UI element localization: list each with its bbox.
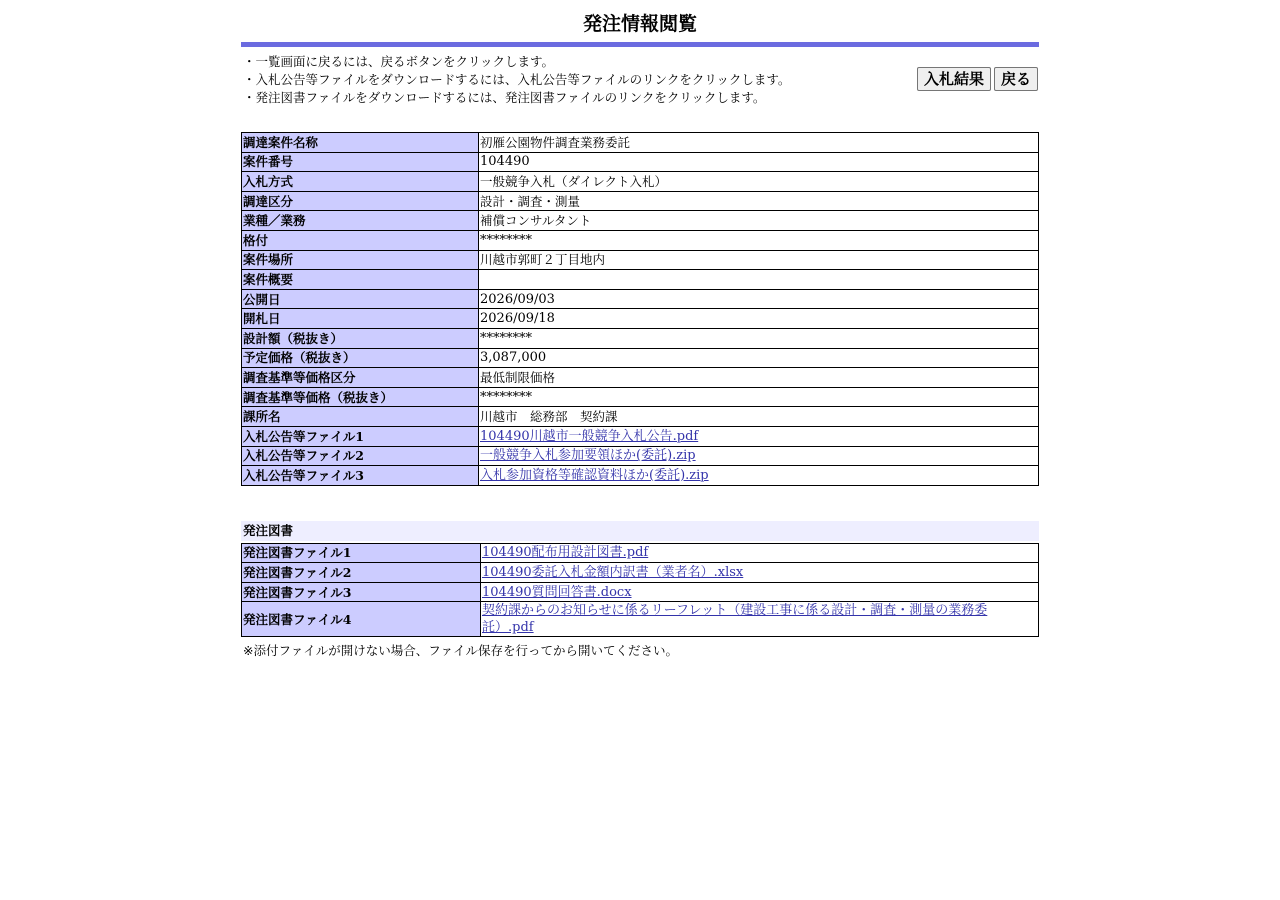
row-label: 入札公告等ファイル2: [242, 446, 479, 466]
instruction-item: ・入札公告等ファイルをダウンロードするには、入札公告等ファイルのリンクをクリックします。: [243, 72, 791, 87]
row-label: 課所名: [242, 407, 479, 427]
row-label: 入札公告等ファイル1: [242, 426, 479, 446]
file-link[interactable]: 一般競争入札参加要領ほか(委託).zip: [480, 448, 696, 464]
row-label: 案件場所: [242, 250, 479, 270]
table-row: [242, 191, 1039, 211]
table-row: [242, 563, 1039, 583]
row-value: [479, 270, 1039, 290]
drawings-section-heading: 発注図書: [241, 521, 1039, 541]
table-row: [242, 466, 1039, 486]
table-row: [242, 387, 1039, 407]
table-row: [242, 152, 1039, 172]
row-label: 発注図書ファイル3: [242, 582, 481, 602]
instructions-area: [241, 53, 1039, 115]
row-label: 発注図書ファイル2: [242, 563, 481, 583]
attachment-note: ※添付ファイルが開けない場合、ファイル保存を行ってから開いてください。: [243, 643, 678, 659]
drawings-table: [241, 543, 1039, 638]
table-row: [242, 446, 1039, 466]
row-value: 3,087,000: [479, 348, 1039, 368]
table-row: [242, 426, 1039, 446]
row-value: ********: [479, 230, 1039, 250]
file-link[interactable]: 入札参加資格等確認資料ほか(委託).zip: [480, 467, 709, 483]
row-value: ********: [479, 328, 1039, 348]
row-value: 初雁公園物件調査業務委託: [479, 133, 1039, 153]
row-label: 発注図書ファイル1: [242, 543, 481, 563]
row-value: 2026/09/03: [479, 289, 1039, 309]
row-value: 104490: [479, 152, 1039, 172]
row-label: 公開日: [242, 289, 479, 309]
table-row: [242, 309, 1039, 329]
row-label: 開札日: [242, 309, 479, 329]
drawing-file-link[interactable]: 契約課からのお知らせに係るリーフレット（建設工事に係る設計・調査・測量の業務委託）.pdf: [482, 603, 988, 636]
page-title: 発注情報閲覧: [582, 13, 697, 35]
table-row: [242, 270, 1039, 290]
file-link[interactable]: 104490川越市一般競争入札公告.pdf: [480, 428, 699, 444]
page: [241, 0, 1039, 659]
row-value: 川越市 総務部 契約課: [479, 407, 1039, 427]
row-label: 業種／業務: [242, 211, 479, 231]
drawing-file-link[interactable]: 104490委託入札金額内訳書（業者名）.xlsx: [482, 565, 744, 581]
row-label: 発注図書ファイル4: [242, 602, 481, 637]
table-row: [242, 289, 1039, 309]
row-label: 調査基準等価格区分: [242, 368, 479, 388]
drawing-file-link[interactable]: 104490配布用設計図書.pdf: [482, 545, 649, 561]
row-label: 調達案件名称: [242, 133, 479, 153]
row-value: [481, 602, 1039, 637]
row-value: [479, 466, 1039, 486]
table-row: [242, 230, 1039, 250]
row-value: [481, 543, 1039, 563]
row-value: [481, 563, 1039, 583]
table-row: [242, 582, 1039, 602]
row-value: [479, 426, 1039, 446]
row-value: 2026/09/18: [479, 309, 1039, 329]
row-value: 川越市郭町２丁目地内: [479, 250, 1039, 270]
table-row: [242, 602, 1039, 637]
instruction-item: ・発注図書ファイルをダウンロードするには、発注図書ファイルのリンクをクリックします。: [243, 90, 766, 105]
button-group: [917, 67, 1038, 91]
row-value: 設計・調査・測量: [479, 191, 1039, 211]
row-label: 入札方式: [242, 172, 479, 192]
row-value: 補償コンサルタント: [479, 211, 1039, 231]
back-button[interactable]: 戻る: [994, 67, 1038, 91]
table-row: [242, 543, 1039, 563]
row-value: ********: [479, 387, 1039, 407]
instruction-item: ・一覧画面に戻るには、戻るボタンをクリックします。: [243, 54, 555, 69]
table-row: [242, 250, 1039, 270]
title-divider: [241, 42, 1039, 47]
row-label: 調達区分: [242, 191, 479, 211]
table-row: [242, 368, 1039, 388]
bid-result-button[interactable]: 入札結果: [917, 67, 991, 91]
row-label: 案件概要: [242, 270, 479, 290]
table-row: [242, 211, 1039, 231]
table-row: [242, 407, 1039, 427]
row-label: 入札公告等ファイル3: [242, 466, 479, 486]
row-value: [481, 582, 1039, 602]
row-label: 予定価格（税抜き）: [242, 348, 479, 368]
row-label: 格付: [242, 230, 479, 250]
table-row: [242, 133, 1039, 153]
table-row: [242, 348, 1039, 368]
drawing-file-link[interactable]: 104490質問回答書.docx: [482, 584, 632, 600]
row-label: 設計額（税抜き）: [242, 328, 479, 348]
row-value: 一般競争入札（ダイレクト入札）: [479, 172, 1039, 192]
table-row: [242, 328, 1039, 348]
details-table: [241, 132, 1039, 486]
row-label: 調査基準等価格（税抜き）: [242, 387, 479, 407]
row-value: [479, 446, 1039, 466]
table-row: [242, 172, 1039, 192]
row-value: 最低制限価格: [479, 368, 1039, 388]
row-label: 案件番号: [242, 152, 479, 172]
